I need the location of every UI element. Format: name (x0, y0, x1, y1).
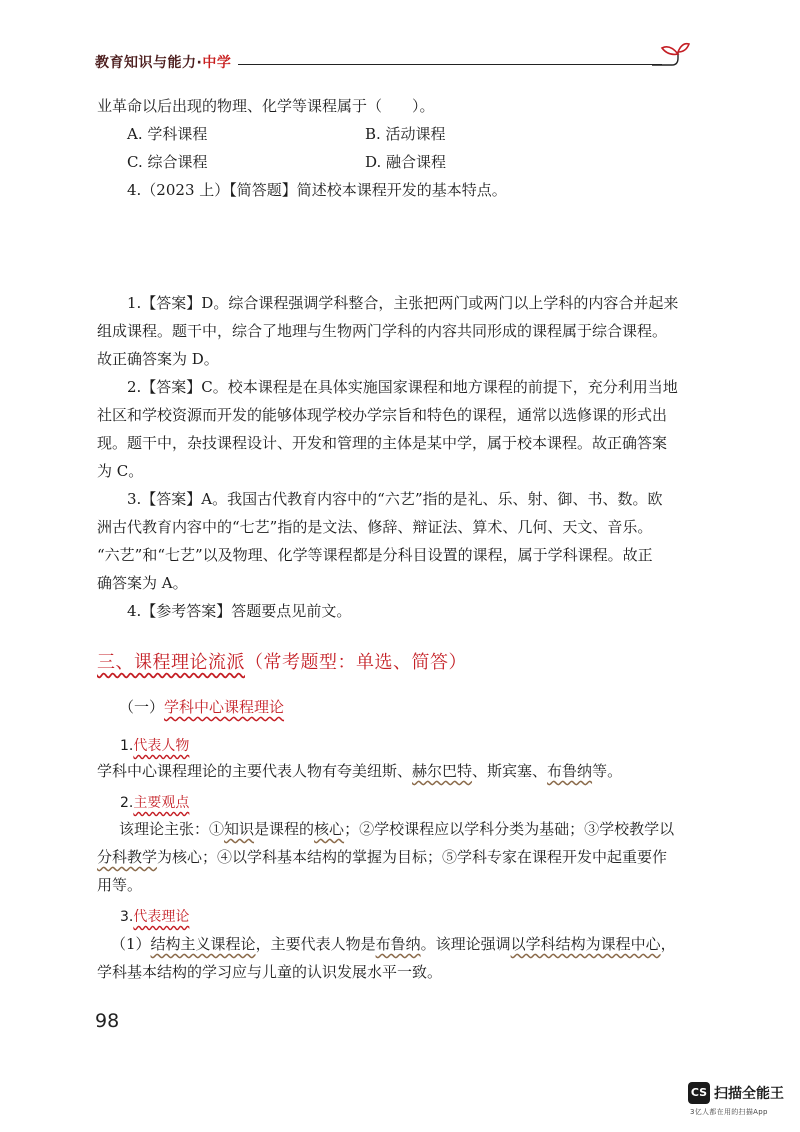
section-title-note: （常考题型：单选、简答） (245, 652, 467, 673)
theory-bruner: 布鲁纳 (375, 935, 421, 953)
theory-l1-e: 。该理论强调 (420, 935, 511, 953)
answer-1-line-1: 1.【答案】D。综合课程强调学科整合，主张把两门或两门以上学科的内容合并起来 (127, 294, 679, 312)
heading-representatives-num: 1. (120, 738, 134, 754)
answer-2-line-1: 2.【答案】C。校本课程是在具体实施国家课程和地方课程的前提下，充分利用当地 (127, 378, 678, 396)
header-title-part1: 教育知识与能力 (95, 55, 197, 71)
question3-option-c: C. 综合课程 (127, 153, 208, 171)
answer-3-line-3: “六艺”和“七艺”以及物理、化学等课程都是分科目设置的课程，属于学科课程。故正 (97, 546, 653, 564)
answer-2-line-4: 为 C。 (97, 462, 144, 480)
main-views-line-1 (97, 815, 697, 843)
answer-1 (97, 289, 697, 373)
answer-4 (97, 597, 697, 625)
header-title-part2: 中学 (202, 55, 232, 71)
sprout-icon (650, 38, 690, 72)
section-title-text: 三、课程理论流派 (97, 652, 245, 673)
views-l1-a: 该理论主张：① (119, 820, 225, 838)
theory-text (97, 930, 697, 986)
camscanner-logo-icon: CS (688, 1082, 710, 1104)
watermark-slogan: 3亿人都在用的扫描App (690, 1108, 768, 1116)
views-subject-teaching: 分科教学 (97, 848, 158, 866)
reps-text-sep: 、斯宾塞、 (472, 762, 548, 780)
heading-representatives-text: 代表人物 (133, 738, 190, 754)
theory-structure-center: 以学科结构为课程中心 (510, 935, 661, 953)
reps-text-end: 等。 (592, 762, 623, 780)
heading-main-views (120, 792, 189, 812)
header-rule (238, 64, 662, 65)
main-views-line-2 (97, 843, 697, 871)
question3-stem: 业革命以后出现的物理、化学等课程属于（ ）。 (97, 97, 435, 115)
views-core: 核心 (314, 820, 345, 838)
reps-text-pre: 学科中心课程理论的主要代表人物有夸美纽斯、 (97, 762, 413, 780)
views-knowledge: 知识 (224, 820, 255, 838)
answer-3-line-4: 确答案为 A。 (97, 574, 188, 592)
answer-3-line-1: 3.【答案】A。我国古代教育内容中的“六艺”指的是礼、乐、射、御、书、数。欧 (127, 490, 663, 508)
subsection-prefix: （一） (119, 698, 165, 716)
rep-herbart: 赫尔巴特 (412, 762, 473, 780)
subsection-title (119, 696, 284, 717)
heading-main-views-num: 2. (120, 795, 134, 811)
answer-2-line-2: 社区和学校资源而开发的能够体现学校办学宗旨和特色的课程，通常以选修课的形式出 (97, 406, 668, 424)
answer-1-line-2: 组成课程。题干中，综合了地理与生物两门学科的内容共同形成的课程属于综合课程。 (97, 322, 668, 340)
scanner-watermark (688, 1082, 788, 1122)
heading-theory-num: 3. (120, 909, 134, 925)
theory-structuralism: 结构主义课程论 (150, 935, 256, 953)
theory-l1-a: （1） (111, 935, 151, 953)
main-views-line-3: 用等。 (97, 876, 143, 894)
answer-2 (97, 373, 697, 485)
heading-theory-text: 代表理论 (133, 909, 190, 925)
answer-2-line-3: 现。题干中，杂技课程设计、开发和管理的主体是某中学，属于校本课程。故正确答案 (97, 434, 668, 452)
theory-line-2: 学科基本结构的学习应与儿童的认识发展水平一致。 (97, 963, 443, 981)
subsection-title-text: 学科中心课程理论 (164, 698, 285, 716)
theory-line-1 (97, 930, 697, 958)
representatives-text (97, 757, 697, 785)
answer-3-line-2: 洲古代教育内容中的“七艺”指的是文法、修辞、辩证法、算术、几何、天文、音乐。 (97, 518, 653, 536)
views-l2-b: 为核心；④以学科基本结构的掌握为目标；⑤学科专家在课程开发中起重要作 (157, 848, 668, 866)
views-l1-e: ；②学校课程应以学科分类为基础；③学校教学以 (344, 820, 675, 838)
answer-1-line-3: 故正确答案为 D。 (97, 350, 219, 368)
question3-option-a: A. 学科课程 (127, 125, 208, 143)
header-separator: · (196, 55, 203, 71)
watermark-name: 扫描全能王 (714, 1086, 784, 1102)
views-l1-c: 是课程的 (254, 820, 315, 838)
heading-representatives (120, 735, 189, 755)
theory-l1-c: ，主要代表人物是 (255, 935, 376, 953)
running-header (95, 52, 231, 72)
heading-main-views-text: 主要观点 (133, 795, 190, 811)
question4: 4.（2023 上）【简答题】简述校本课程开发的基本特点。 (127, 181, 507, 199)
question3-option-b: B. 活动课程 (365, 125, 446, 143)
rep-bruner: 布鲁纳 (547, 762, 593, 780)
answer-4-line-1: 4.【参考答案】答题要点见前文。 (127, 602, 352, 620)
section-title (97, 648, 467, 674)
page-number: 98 (95, 1010, 120, 1032)
theory-l1-g: ， (660, 935, 676, 953)
heading-theory (120, 906, 189, 926)
answer-3 (97, 485, 697, 597)
main-views-text (97, 815, 697, 899)
question3-option-d: D. 融合课程 (365, 153, 447, 171)
